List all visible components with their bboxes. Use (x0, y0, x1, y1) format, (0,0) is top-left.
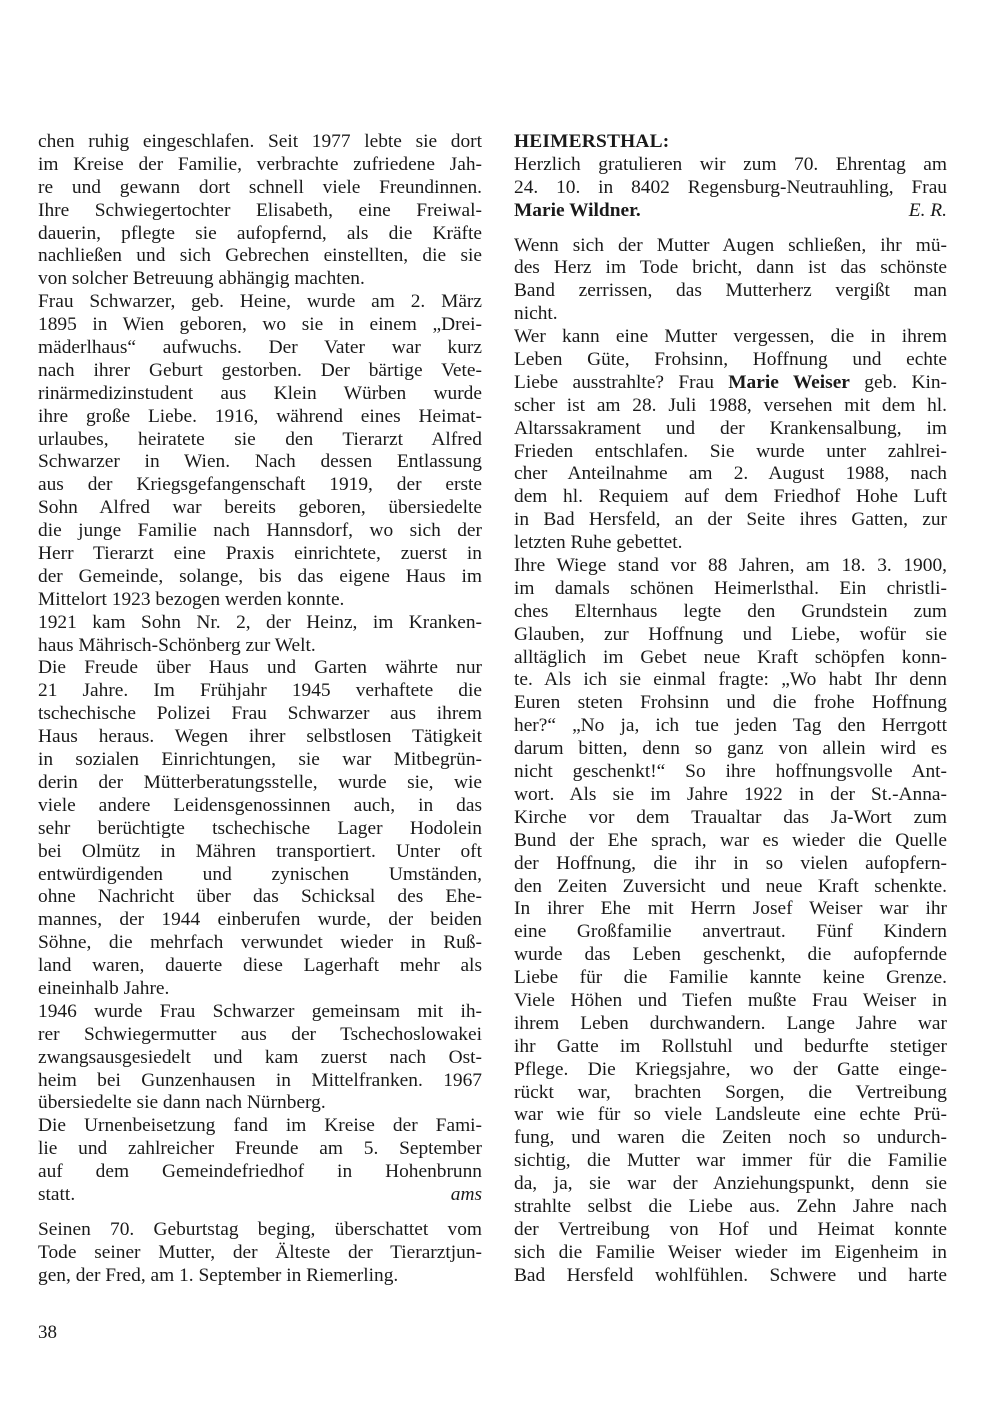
paragraph (38, 131, 482, 291)
text-line: Tode seiner Mutter, der Älteste der Tierarztjun- (38, 1241, 482, 1263)
text-line: Die Freude über Haus und Garten währte nur (38, 657, 482, 679)
text-line: nach ihrer Geburt gestorben. Der bärtige Vete- (38, 359, 482, 381)
text-line (38, 1184, 482, 1207)
obituary (514, 235, 947, 1288)
text-line: Frau Schwarzer, geb. Heine, wurde am 2. März (38, 291, 482, 313)
text-line: Söhne, die mehrfach verwundet wieder in Ruß- (38, 932, 482, 954)
text-line: Haus heraus. Wegen ihrer selbstlosen Tätigkeit (38, 726, 482, 748)
text-line: Frieden entschlafen. Sie wurde unter zahlrei- (514, 440, 947, 462)
text-line: te. Als ich sie einmal fragte: „Wo habt Ihr denn (514, 669, 947, 691)
left-column (38, 131, 482, 1288)
text-line: Bad Hersfeld wohlfühlen. Schwere und harte (514, 1264, 947, 1286)
text-line: rinärmedizinstudent aus Klein Würben wurde (38, 382, 482, 404)
text-line: alltäglich im Gebet neue Kraft schöpfen konn- (514, 646, 947, 668)
text-line: war wie für so viele Landsleute eine echte Prü- (514, 1104, 947, 1126)
text-line: Liebe für die Familie kannte keine Grenze. (514, 967, 947, 989)
text-line: ohne Nachricht über das Schicksal des Ehe- (38, 886, 482, 908)
text-line: den Zeiten Zuversicht und neue Kraft schenkte. (514, 875, 947, 897)
text-line: der Vertreibung von Hof und Heimat konnte (514, 1218, 947, 1240)
text-line: urlaubes, heiratete sie den Tierarzt Alfred (38, 428, 482, 450)
text-line: gen, der Fred, am 1. September in Riemerling. (38, 1264, 399, 1286)
deceased-name: Marie Weiser (728, 371, 850, 393)
paragraph (38, 612, 482, 658)
text-line: strahlte selbst die Liebe aus. Zehn Jahre nach (514, 1195, 947, 1217)
text-line: der Hoffnung, die ihr in so vielen aufopfern- (514, 852, 947, 874)
text-fragment: Liebe ausstrahlte? Frau (514, 371, 729, 393)
text-line: dem hl. Requiem auf dem Friedhof Hohe Luft (514, 486, 947, 508)
text-line: entwürdigenden und zynischen Umständen, (38, 863, 482, 885)
text-line: Seinen 70. Geburtstag beging, überschattet vom (38, 1218, 482, 1240)
text-line: lie und zahlreicher Freunde am 5. September (38, 1138, 482, 1160)
text-line: Euren steten Frohsinn und die frohe Hoffnung (514, 692, 947, 714)
text-line: Leben Güte, Frohsinn, Hoffnung und echte (514, 349, 947, 371)
obituary-paragraph-2 (514, 326, 947, 372)
text-line: viele andere Leidensgenossinnen auch, in das (38, 794, 482, 816)
text-line: Wer kann eine Mutter vergessen, die in ihrem (514, 326, 947, 348)
text-line: fung, und waren die Zeiten noch so undurch- (514, 1127, 947, 1149)
text-line (514, 372, 947, 395)
text-line: Herzlich gratulieren wir zum 70. Ehrentag am (514, 153, 947, 175)
text-line: auf dem Gemeindefriedhof in Hohenbrunn (38, 1161, 482, 1183)
text-line: Mittelort 1923 bezogen werden konnte. (38, 588, 345, 610)
text-line (514, 200, 947, 223)
text-line: sehr berüchtigte tschechische Lager Hodolein (38, 817, 482, 839)
text-line: Bund der Ehe sprach, war es wieder die Quelle (514, 829, 947, 851)
text-line: Pflege. Die Kriegsjahre, wo der Gatte einge- (514, 1058, 947, 1080)
text-line: bei Olmütz in Mähren transportiert. Unter oft (38, 840, 482, 862)
text-line: Schwarzer in Wien. Nach dessen Entlassung (38, 451, 482, 473)
text-line: Viele Höhen und Tiefen mußte Frau Weiser in (514, 989, 947, 1011)
text-line: 1895 in Wien geboren, wo sie in einem „Drei- (38, 314, 482, 336)
text-line: chen ruhig eingeschlafen. Seit 1977 lebte sie dort (38, 131, 482, 152)
birthday-notice (514, 154, 947, 223)
closing-paragraph (38, 1219, 482, 1288)
text-line: Band zerrissen, das Mutterherz vergißt man (514, 280, 947, 302)
text-line: aus der Kriegsgefangenschaft 1919, der erste (38, 474, 482, 496)
text-line: tschechische Polizei Frau Schwarzer aus ihrem (38, 703, 482, 725)
honoree-name: Marie Wildner. (514, 199, 641, 221)
text-line: übersiedelte sie dann nach Nürnberg. (38, 1092, 326, 1114)
obituary-paragraph-2-cont (514, 395, 947, 555)
text-line: im damals schönen Heimerlsthal. Ein christli- (514, 577, 947, 599)
text-line: zwangsausgesiedelt und kam zuerst nach Ost- (38, 1046, 482, 1068)
text-line: 1921 kam Sohn Nr. 2, der Heinz, im Kranken- (38, 611, 482, 633)
text-line: 24. 10. in 8402 Regensburg-Neutrauhling, Frau (514, 176, 947, 198)
page-number: 38 (38, 1322, 57, 1343)
text-line: land waren, dauerte diese Lagerhaft mehr als (38, 955, 482, 977)
section-heading-heimersthal: HEIMERSTHAL: (514, 131, 670, 152)
text-line: Ihre Wiege stand vor 88 Jahren, am 18. 3. 1900, (514, 555, 947, 577)
text-line: die junge Familie nach Hannsdorf, wo sich der (38, 520, 482, 542)
paragraph (38, 291, 482, 611)
obituary-intro (514, 235, 947, 327)
text-line: nachließen und sich Gebrechen einstellten, die sie (38, 245, 482, 267)
text-line: dauerin, pflegte sie aufopfernd, als die Kräfte (38, 222, 482, 244)
text-line: derin der Mütterberatungsstelle, wurde sie, wie (38, 771, 482, 793)
text-fragment: statt. (38, 1183, 76, 1205)
text-line: Sohn Alfred war bereits geboren, übersiedelte (38, 497, 482, 519)
text-line: 1946 wurde Frau Schwarzer gemeinsam mit ih- (38, 1000, 482, 1022)
text-line: in sozialen Einrichtungen, sie war Mitbegrün- (38, 749, 482, 771)
spacer (38, 1207, 482, 1219)
text-line: ihre große Liebe. 1916, während eines Heimat- (38, 405, 482, 427)
text-line: mäderlhaus“ aufwuchs. Der Vater war kurz (38, 337, 482, 359)
text-line: des Herz im Tode bricht, dann ist das schönste (514, 257, 947, 279)
paragraph (38, 1001, 482, 1115)
text-line: In ihrer Ehe mit Herrn Josef Weiser war ihr (514, 898, 947, 920)
text-line: Kirche vor dem Traualtar das Ja-Wort zum (514, 806, 947, 828)
text-line: der Gemeinde, solange, bis das eigene Haus im (38, 565, 482, 587)
right-column (514, 131, 947, 1288)
author-signature: E. R. (908, 199, 947, 221)
text-line: rückt war, brachten Sorgen, die Vertreibung (514, 1081, 947, 1103)
text-line: her?“ „No ja, ich tue jeden Tag den Herrgott (514, 715, 947, 737)
text-line: heim bei Gunzenhausen in Mittelfranken. 1967 (38, 1069, 482, 1091)
text-line: Wenn sich der Mutter Augen schließen, ihr mü- (514, 234, 947, 256)
text-line: im Kreise der Familie, verbrachte zufriedene Jah- (38, 153, 482, 175)
text-line: Die Urnenbeisetzung fand im Kreise der Fami- (38, 1115, 482, 1137)
text-line: wurde das Leben geschenkt, die aufopfernde (514, 944, 947, 966)
text-line: Herr Tierarzt eine Praxis einrichtete, zuerst in (38, 543, 482, 565)
text-fragment: geb. Kin- (849, 371, 947, 393)
text-line: in Bad Hersfeld, an der Seite ihres Gatten, zur (514, 509, 947, 531)
text-line: eineinhalb Jahre. (38, 977, 170, 999)
text-line: ihrem Leben durchwandern. Lange Jahre war (514, 1012, 947, 1034)
text-line: nicht geschenkt!“ So ihre hoffnungsvolle Ant- (514, 761, 947, 783)
text-line: von solcher Betreuung abhängig machten. (38, 268, 365, 290)
text-line: da, ja, sie war der Anziehungspunkt, denn sie (514, 1173, 947, 1195)
text-line: darum bitten, denn so ganz von allein wird es (514, 738, 947, 760)
text-line: 21 Jahre. Im Frühjahr 1945 verhaftete die (38, 680, 482, 702)
text-line: letzten Ruhe gebettet. (514, 532, 683, 554)
text-line: mannes, der 1944 einberufen wurde, der beiden (38, 909, 482, 931)
text-line: ihr Gatte im Rollstuhl und bedurfte stetiger (514, 1035, 947, 1057)
text-line: Ihre Schwiegertochter Elisabeth, eine Freiwal- (38, 199, 482, 221)
text-line: Altarssakrament und der Krankensalbung, im (514, 417, 947, 439)
paragraph (38, 1115, 482, 1207)
spacer (514, 223, 947, 235)
text-line: sich die Familie Weiser wieder im Eigenheim in (514, 1241, 947, 1263)
author-signature: ams (450, 1183, 482, 1205)
text-line: sichtig, die Mutter war immer für die Familie (514, 1150, 947, 1172)
obituary-paragraph-3 (514, 555, 947, 1288)
text-line: Glauben, zur Hoffnung und Liebe, wofür sie (514, 623, 947, 645)
text-line: cher Anteilnahme am 2. August 1988, nach (514, 463, 947, 485)
text-line: ches Elternhaus legte den Grundstein zum (514, 600, 947, 622)
paragraph (38, 657, 482, 1000)
text-line: re und gewann dort schnell viele Freundinnen. (38, 176, 482, 198)
text-line: scher ist am 28. Juli 1988, versehen mit dem hl. (514, 394, 947, 416)
text-line: wort. Als sie im Jahre 1922 in der St.-Anna- (514, 783, 947, 805)
text-line: rer Schwiegermutter aus der Tschechoslowakei (38, 1023, 482, 1045)
text-line: eine Großfamilie anvertraut. Fünf Kindern (514, 921, 947, 943)
text-line: haus Mährisch-Schönberg zur Welt. (38, 634, 316, 656)
text-line: nicht. (514, 303, 558, 325)
